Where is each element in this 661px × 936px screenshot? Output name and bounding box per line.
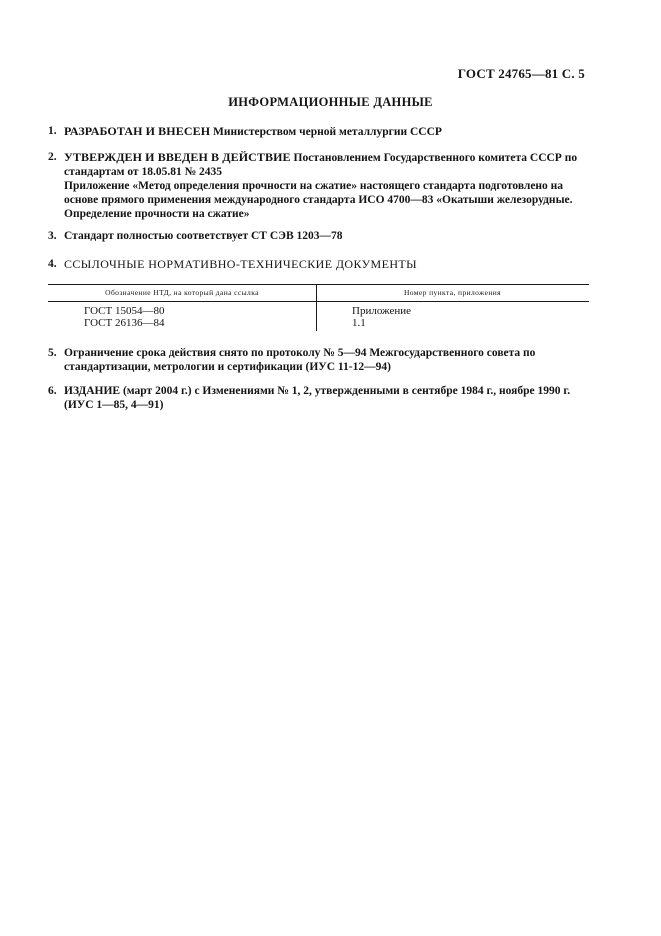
item-number: 4. — [48, 258, 57, 270]
page-header-code: ГОСТ 24765—81 С. 5 — [457, 66, 585, 81]
info-item-5 — [48, 346, 588, 374]
item-number: 1. — [48, 125, 57, 137]
item-text: Ограничение срока действия снято по протоколу № 5—94 Межгосударственного совета по стандартизации, метрологии и сертификации (ИУС 11-12—94) — [64, 347, 536, 373]
table-cell: ГОСТ 15054—80 — [84, 305, 165, 317]
item-note: Приложение «Метод определения прочности на сжатие» настоящего стандарта подготовлено на основе прямого применения международного стандарта ИСО 4700—83 «Окатыши железорудные. Определение прочности на сжатие» — [64, 180, 573, 220]
table-cell: Приложение — [352, 305, 412, 317]
table-header-rule — [48, 301, 589, 302]
item-lead: УТВЕРЖДЕН И ВВЕДЕН В ДЕЙСТВИЕ — [64, 150, 291, 164]
item-text: Министерством черной металлургии СССР — [213, 126, 442, 138]
table-header-designation: Обозначение НТД, на который дана ссылка — [105, 288, 259, 297]
info-item-4 — [48, 257, 588, 272]
info-item-6 — [48, 384, 588, 412]
item-text: ИЗДАНИЕ (март 2004 г.) с Изменениями № 1, 2, утвержденными в сентябре 1984 г., ноябре 1990 г. (ИУС 1—85, 4—91) — [64, 385, 571, 411]
item-number: 3. — [48, 230, 57, 242]
info-item-1 — [48, 124, 588, 139]
item-text: Постановлением Государственного комитета СССР по стандартам от 18.05.81 № 2435 — [64, 152, 578, 178]
table-cell: 1.1 — [352, 317, 366, 329]
table-column-clause — [352, 305, 411, 329]
item-number: 2. — [48, 151, 57, 163]
item-text: Стандарт полностью соответствует СТ СЭВ 1203—78 — [64, 230, 343, 242]
item-lead: ССЫЛОЧНЫЕ НОРМАТИВНО-ТЕХНИЧЕСКИЕ ДОКУМЕНТЫ — [64, 257, 418, 271]
reference-documents-table — [48, 284, 589, 331]
table-column-designation — [84, 305, 164, 329]
item-number: 6. — [48, 385, 57, 397]
table-header-clause: Номер пункта, приложения — [403, 288, 502, 297]
info-item-2 — [48, 150, 588, 221]
info-item-3 — [48, 229, 588, 243]
item-lead: РАЗРАБОТАН И ВНЕСЕН — [64, 124, 211, 138]
table-top-rule — [48, 284, 589, 285]
section-title: ИНФОРМАЦИОННЫЕ ДАННЫЕ — [228, 95, 433, 109]
table-cell: ГОСТ 26136—84 — [84, 317, 165, 329]
item-number: 5. — [48, 347, 57, 359]
